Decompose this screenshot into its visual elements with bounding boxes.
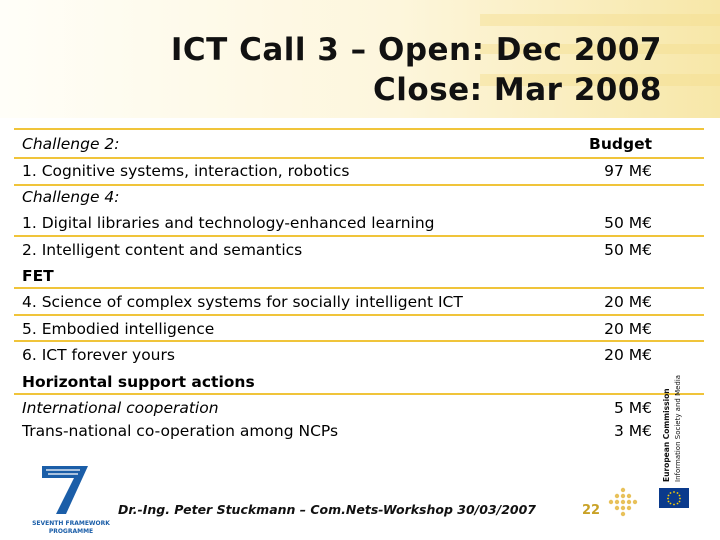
- table-row: [22, 397, 652, 419]
- row-label: Trans-national co-operation among NCPs: [22, 422, 339, 440]
- budget-heading: Budget: [589, 135, 652, 153]
- divider-top: [14, 128, 704, 130]
- divider: [14, 314, 704, 316]
- footer-author: Dr.-Ing. Peter Stuckmann – Com.Nets-Workshop 30/03/2007: [118, 502, 536, 517]
- side-logo-line-2: Information Society and Media: [674, 374, 682, 482]
- side-logo-line-1: European Commission: [662, 388, 671, 482]
- horizontal-support-heading: Horizontal support actions: [22, 373, 255, 391]
- table-row: [22, 239, 652, 261]
- row-value: 20 M€: [604, 320, 652, 338]
- row-label: 1. Digital libraries and technology-enhanced learning: [22, 214, 435, 232]
- table-header: [22, 133, 652, 155]
- row-label: 6. ICT forever yours: [22, 346, 175, 364]
- title-line-1: ICT Call 3 – Open: Dec 2007: [170, 32, 662, 68]
- row-value: 3 M€: [613, 422, 652, 440]
- row-label: International cooperation: [22, 399, 219, 417]
- header-stripe: [480, 14, 720, 26]
- challenge-2-heading: Challenge 2:: [22, 135, 120, 153]
- table-row: [22, 420, 652, 442]
- dot-pattern-icon: [608, 486, 638, 516]
- row-label: 2. Intelligent content and semantics: [22, 241, 303, 259]
- fp7-logo: [32, 462, 110, 536]
- row-value: 50 M€: [604, 214, 652, 232]
- row-value: 20 M€: [604, 293, 652, 311]
- european-commission-logo: [658, 372, 688, 484]
- table-row: [22, 344, 652, 366]
- divider: [14, 235, 704, 237]
- row-value: 97 M€: [604, 162, 652, 180]
- row-value: 20 M€: [604, 346, 652, 364]
- title-line-2: Close: Mar 2008: [373, 72, 662, 108]
- divider: [14, 340, 704, 342]
- page-number: 22: [582, 503, 601, 518]
- row-value: 50 M€: [604, 241, 652, 259]
- section-heading: [22, 371, 652, 393]
- table-row: [22, 291, 652, 313]
- page-title: [171, 30, 662, 110]
- challenge-4-heading: Challenge 4:: [22, 188, 120, 206]
- section-heading: [22, 186, 652, 208]
- table-row: [22, 212, 652, 234]
- divider: [14, 157, 704, 159]
- row-label: 5. Embodied intelligence: [22, 320, 215, 338]
- eu-flag-icon: [659, 488, 689, 508]
- table-row: [22, 160, 652, 182]
- row-label: 4. Science of complex systems for socially intelligent ICT: [22, 293, 463, 311]
- section-heading: [22, 265, 652, 287]
- table-row: [22, 318, 652, 340]
- row-label: 1. Cognitive systems, interaction, robotics: [22, 162, 350, 180]
- fp7-line-1: SEVENTH FRAMEWORK: [32, 520, 110, 527]
- fp7-line-2: PROGRAMME: [48, 528, 94, 535]
- fet-heading: FET: [22, 267, 54, 285]
- divider: [14, 287, 704, 289]
- row-value: 5 M€: [613, 399, 652, 417]
- divider: [14, 393, 704, 395]
